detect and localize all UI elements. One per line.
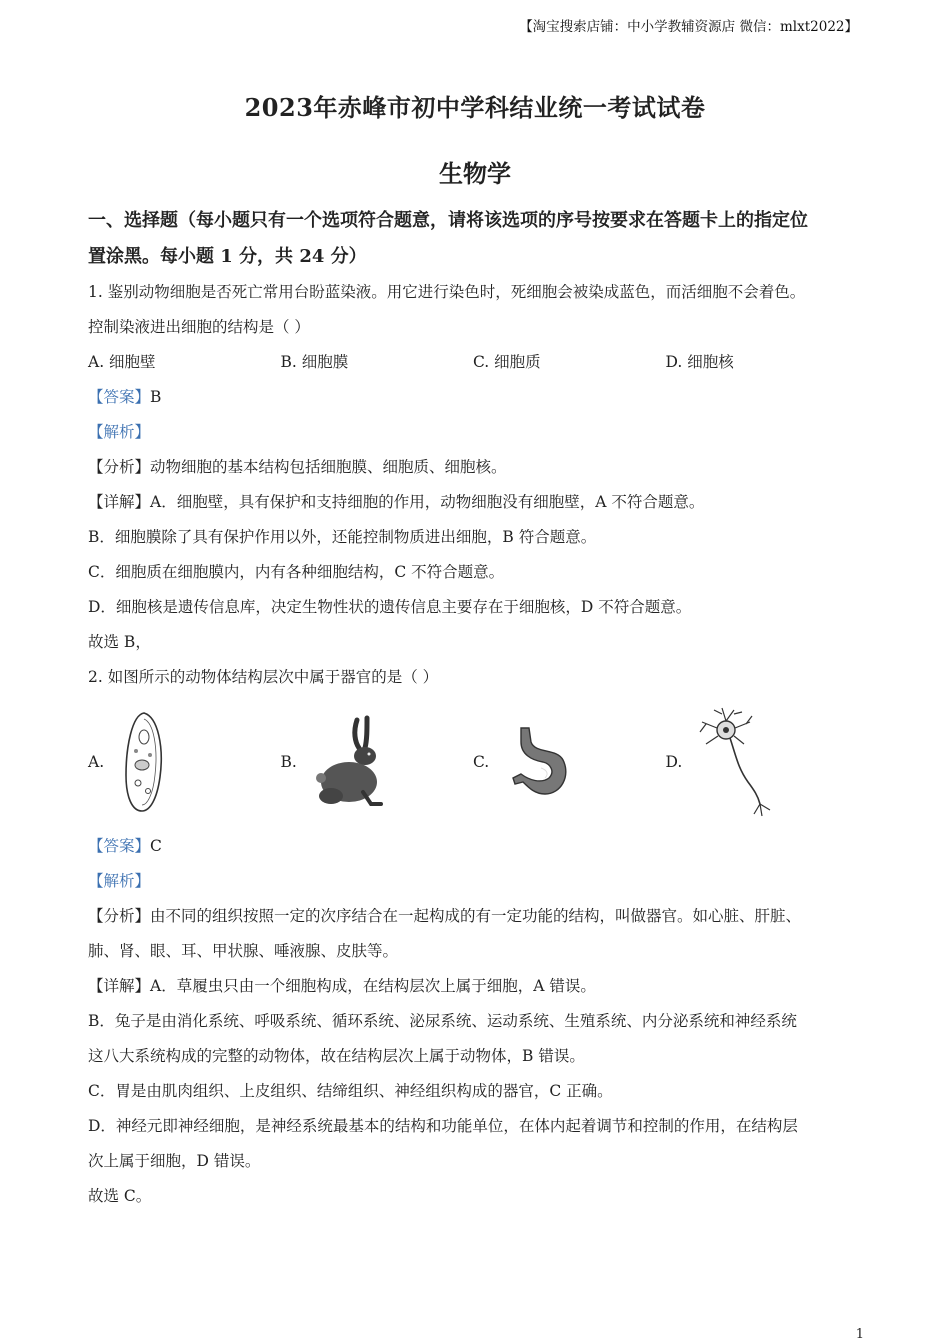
q1-conclusion: 故选 B， xyxy=(88,633,151,651)
document-body xyxy=(88,203,858,1214)
q2-answer xyxy=(88,829,858,864)
q2-answer-value: C xyxy=(150,837,162,855)
q2-detail-a xyxy=(88,969,858,1004)
q2-option-c-label: C. xyxy=(473,753,490,771)
page-number: 1 xyxy=(855,1327,864,1342)
q2-option-b xyxy=(281,695,474,829)
q2-option-b-label: B. xyxy=(280,753,297,771)
q2-analysis xyxy=(88,864,858,899)
detail-tag: 【详解】 xyxy=(88,493,151,511)
q1-analysis xyxy=(88,415,858,450)
page-subtitle: 生物学 xyxy=(439,159,511,188)
q1-answer xyxy=(88,380,858,415)
page-title: 2023年赤峰市初中学科结业统一考试试卷 xyxy=(244,93,706,122)
q2-image-options xyxy=(88,695,858,829)
paramecium-icon xyxy=(114,707,174,817)
stomach-icon xyxy=(501,722,581,802)
answer-tag: 【答案】 xyxy=(88,388,151,406)
q1-option-b: B. 细胞膜 xyxy=(280,353,349,371)
q2-detail-d-line2: 次上属于细胞，D 错误。 xyxy=(88,1152,261,1170)
rabbit-icon xyxy=(311,712,401,812)
q2-detail-c: C．胃是由肌肉组织、上皮组织、结缔组织、神经组织构成的器官，C 正确。 xyxy=(88,1082,613,1100)
fenxi-tag: 【分析】 xyxy=(88,907,151,925)
q2-option-d xyxy=(666,695,859,829)
q2-fenxi-text: 由不同的组织按照一定的次序结合在一起构成的有一定功能的结构，叫做器官。如心脏、肝脏、 xyxy=(150,907,802,925)
q1-stem-line1: 1. 鉴别动物细胞是否死亡常用台盼蓝染液。用它进行染色时，死细胞会被染成蓝色，而活细胞不会着色。 xyxy=(88,283,806,301)
q2-option-a xyxy=(88,695,281,829)
header-note: 【淘宝搜索店铺：中小学教辅资源店 微信：mlxt2022】 xyxy=(519,19,858,35)
q1-stem-line2: 控制染液进出细胞的结构是（ ） xyxy=(88,318,310,336)
q1-answer-value: B xyxy=(150,388,162,406)
detail-tag: 【详解】 xyxy=(88,977,151,995)
q1-detail-a-text: A．细胞壁，具有保护和支持细胞的作用，动物细胞没有细胞壁，A 不符合题意。 xyxy=(150,493,705,511)
q1-detail-d: D．细胞核是遗传信息库，决定生物性状的遗传信息主要存在于细胞核，D 不符合题意。 xyxy=(88,598,692,616)
q1-detail-c: C．细胞质在细胞膜内，内有各种细胞结构，C 不符合题意。 xyxy=(88,563,505,581)
q2-fenxi-line1 xyxy=(88,899,858,934)
q1-fenxi xyxy=(88,450,858,485)
q1-option-d: D. 细胞核 xyxy=(665,353,734,371)
q2-option-c xyxy=(473,695,666,829)
q1-detail-b: B．细胞膜除了具有保护作用以外，还能控制物质进出细胞，B 符合题意。 xyxy=(88,528,597,546)
q1-options xyxy=(88,345,858,380)
q2-detail-b-line2: 这八大系统构成的完整的动物体，故在结构层次上属于动物体，B 错误。 xyxy=(88,1047,585,1065)
q2-detail-d-line1: D．神经元即神经细胞，是神经系统最基本的结构和功能单位，在体内起着调节和控制的作用，在结构层 xyxy=(88,1117,798,1135)
q2-detail-b-line1: B．兔子是由消化系统、呼吸系统、循环系统、泌尿系统、运动系统、生殖系统、内分泌系统和神经系统 xyxy=(88,1012,797,1030)
q2-option-a-label: A. xyxy=(88,753,105,771)
neuron-icon xyxy=(692,704,788,820)
q2-fenxi-line2: 肺、肾、眼、耳、甲状腺、唾液腺、皮肤等。 xyxy=(88,942,399,960)
answer-tag: 【答案】 xyxy=(88,837,151,855)
q1-fenxi-text: 动物细胞的基本结构包括细胞膜、细胞质、细胞核。 xyxy=(150,458,507,476)
q2-stem: 2. 如图所示的动物体结构层次中属于器官的是（ ） xyxy=(88,668,439,686)
q2-detail-a-text: A．草履虫只由一个细胞构成，在结构层次上属于细胞，A 错误。 xyxy=(150,977,596,995)
fenxi-tag: 【分析】 xyxy=(88,458,151,476)
q2-option-d-label: D. xyxy=(665,753,683,771)
q1-option-c: C. 细胞质 xyxy=(473,353,541,371)
section-heading-line1: 一、选择题（每小题只有一个选项符合题意，请将该选项的序号按要求在答题卡上的指定位 xyxy=(88,210,808,231)
q2-conclusion: 故选 C。 xyxy=(88,1187,152,1205)
q1-detail-a xyxy=(88,485,858,520)
analysis-tag: 【解析】 xyxy=(88,872,151,890)
section-heading-line2: 置涂黑。每小题 1 分，共 24 分） xyxy=(88,246,367,267)
q1-option-a: A. 细胞壁 xyxy=(88,353,156,371)
analysis-tag: 【解析】 xyxy=(88,423,151,441)
